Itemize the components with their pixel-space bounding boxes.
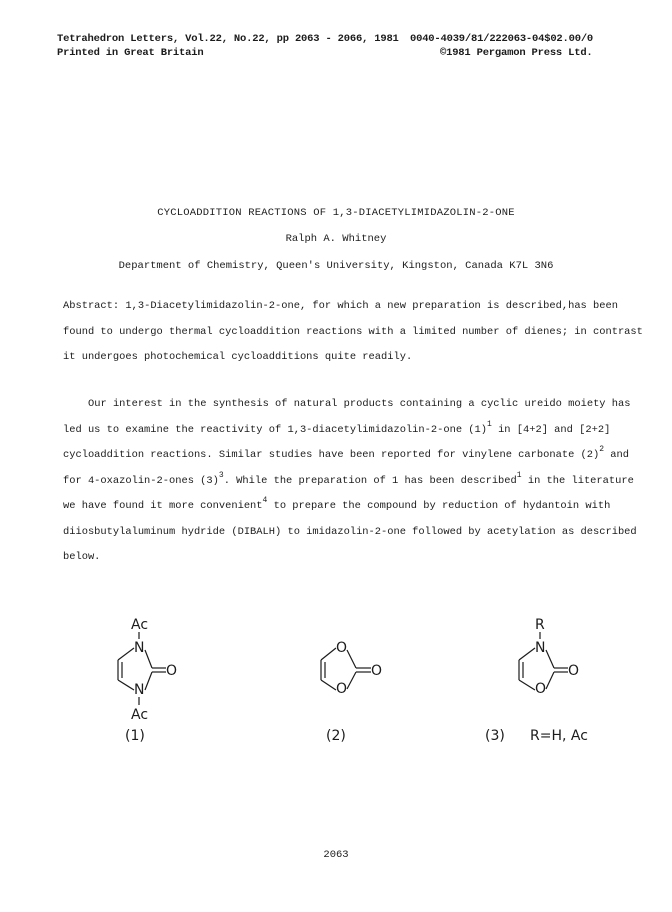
body-line-2: led us to examine the reactivity of 1,3-diacetylimidazolin-2-one $(1)^1$ in [4+2] and [2+2] bbox=[63, 419, 611, 436]
abstract-label: Abstract: bbox=[63, 300, 120, 312]
s2-o-bot: O bbox=[336, 681, 348, 697]
s1-exo-o: O bbox=[166, 663, 178, 679]
ref-sup: 2 bbox=[599, 445, 605, 454]
body-line-6: diiosbutylaluminum hydride (DIBALH) to imidazolin-2-one followed by acetylation as described bbox=[63, 525, 637, 538]
header-right bbox=[410, 33, 593, 60]
structure-2-label: (2) bbox=[326, 728, 346, 744]
journal-citation: Tetrahedron Letters, Vol.22, No.22, pp 2063 - 2066, 1981 bbox=[57, 33, 399, 45]
s2-exo-o: O bbox=[371, 663, 383, 679]
ref-sup: 1 bbox=[516, 470, 522, 480]
s3-n-top: N bbox=[535, 640, 546, 656]
body-line-4: for 4-oxazolin-2-ones $(3)^3$. While the preparation of 1 has been described$^1$ in the literature bbox=[63, 470, 634, 487]
article-code: 0040-4039/81/222063-04$02.00/0 bbox=[410, 33, 594, 45]
body-line-7: below. bbox=[63, 551, 101, 563]
body-line-1: Our interest in the synthesis of natural products containing a cyclic ureido moiety has bbox=[88, 398, 631, 410]
abstract-line-2: found to undergo thermal cycloaddition reactions with a limited number of dienes; in contrast bbox=[63, 325, 643, 338]
body-line-5: we have found it more convenient$^4$ to prepare the compound by reduction of hydantoin with bbox=[63, 496, 611, 512]
s1-n-bot: N bbox=[134, 682, 145, 698]
header-left bbox=[57, 33, 399, 60]
body-paragraph bbox=[63, 392, 637, 571]
ref-sup: 4 bbox=[262, 496, 268, 505]
ref-sup: 3 bbox=[218, 470, 224, 480]
structure-3-label: (3) bbox=[485, 728, 505, 744]
abstract-line-3: it undergoes photochemical cycloadditions quite readily. bbox=[63, 351, 413, 363]
affiliation: Department of Chemistry, Queen's University, Kingston, Canada K7L 3N6 bbox=[118, 260, 554, 272]
article-title: CYCLOADDITION REACTIONS OF 1,3-DIACETYLIMIDAZOLIN-2-ONE bbox=[157, 207, 515, 219]
s3-top-sub: R bbox=[535, 617, 545, 633]
printed-in: Printed in Great Britain bbox=[57, 46, 204, 59]
s1-n-top: N bbox=[134, 640, 145, 656]
copyright: ©1981 Pergamon Press Ltd. bbox=[440, 46, 593, 59]
structure-1 bbox=[118, 617, 177, 723]
structure-1-label: (1) bbox=[125, 728, 145, 744]
ref-sup: 1 bbox=[487, 419, 492, 429]
structure-3-caption: R=H, Ac bbox=[530, 728, 588, 744]
author-name: Ralph A. Whitney bbox=[285, 233, 387, 245]
s3-exo-o: O bbox=[568, 663, 580, 679]
abstract-line-1: Abstract: 1,3-Diacetylimidazolin-2-one, for which a new preparation is described,has been bbox=[63, 300, 618, 312]
page-number: 2063 bbox=[323, 849, 349, 861]
body-line-3: cycloaddition reactions. Similar studies have been reported for vinylene carbonate $(2)^2$ and bbox=[63, 445, 630, 461]
s2-o-top: O bbox=[336, 640, 348, 656]
s1-bot-sub: Ac bbox=[131, 707, 149, 723]
s1-top-sub: Ac bbox=[131, 617, 149, 633]
abstract bbox=[63, 294, 643, 371]
structure-3 bbox=[519, 617, 579, 697]
structure-2 bbox=[321, 640, 382, 697]
s3-o-bot: O bbox=[535, 681, 547, 697]
